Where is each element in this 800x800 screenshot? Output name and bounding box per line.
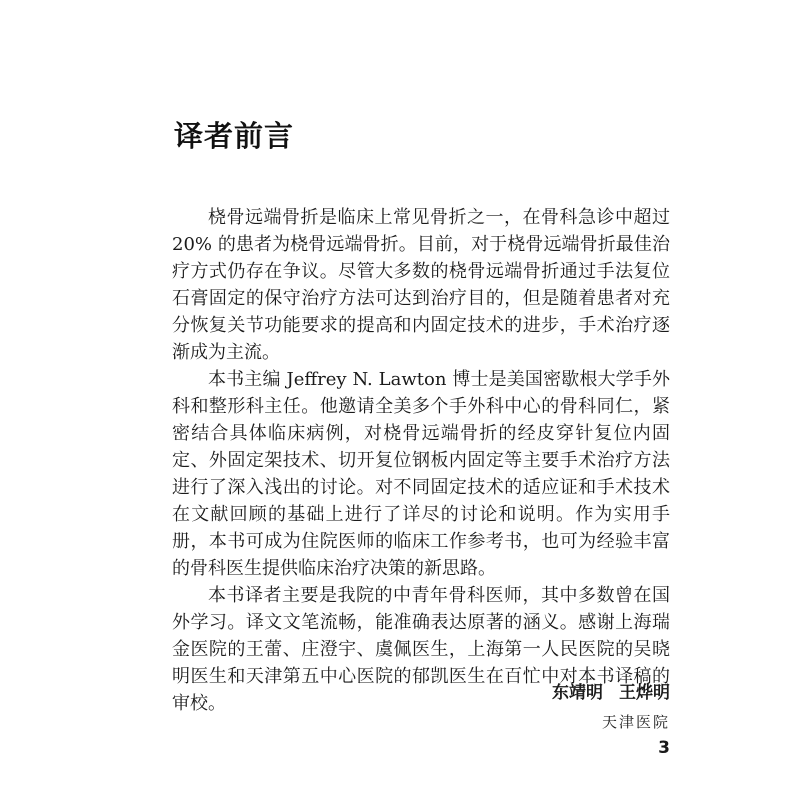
translator-names	[552, 680, 670, 706]
preface-body	[172, 204, 670, 717]
translator-name-1: 东靖明	[552, 683, 603, 703]
translator-name-2: 王烨明	[619, 683, 670, 703]
page-number: 3	[658, 738, 670, 758]
page-title: 译者前言	[174, 119, 295, 153]
paragraph-2: 本书主编 Jeffrey N. Lawton 博士是美国密歇根大学手外科和整形科主任。他邀请全美多个手外科中心的骨科同仁，紧密结合具体临床病例，对桡骨远端骨折的经皮穿针复位内固定、外固定架技术、切开复位钢板内固定等主要手术治疗方法进行了深入浅出的讨论。对不同固定技术的适应证和手术技术在文献回顾的基础上进行了详尽的讨论和说明。作为实用手册，本书可成为住院医师的临床工作参考书，也可为经验丰富的骨科医生提供临床治疗决策的新思路。	[172, 369, 670, 579]
paragraph-3: 本书译者主要是我院的中青年骨科医师，其中多数曾在国外学习。译文文笔流畅，能准确表达原著的涵义。感谢上海瑞金医院的王蕾、庄澄宇、虞佩医生，上海第一人民医院的吴晓明医生和天津第五中心医院的郁凯医生在百忙中对本书译稿的审校。	[172, 585, 670, 714]
translator-signature	[552, 680, 670, 734]
translator-organization: 天津医院	[601, 713, 670, 731]
paragraph-1: 桡骨远端骨折是临床上常见骨折之一，在骨科急诊中超过20% 的患者为桡骨远端骨折。目前，对于桡骨远端骨折最佳治疗方式仍存在争议。尽管大多数的桡骨远端骨折通过手法复位石膏固定的保守治疗方法可达到治疗目的，但是随着患者对充分恢复关节功能要求的提高和内固定技术的进步，手术治疗逐渐成为主流。	[172, 207, 670, 363]
